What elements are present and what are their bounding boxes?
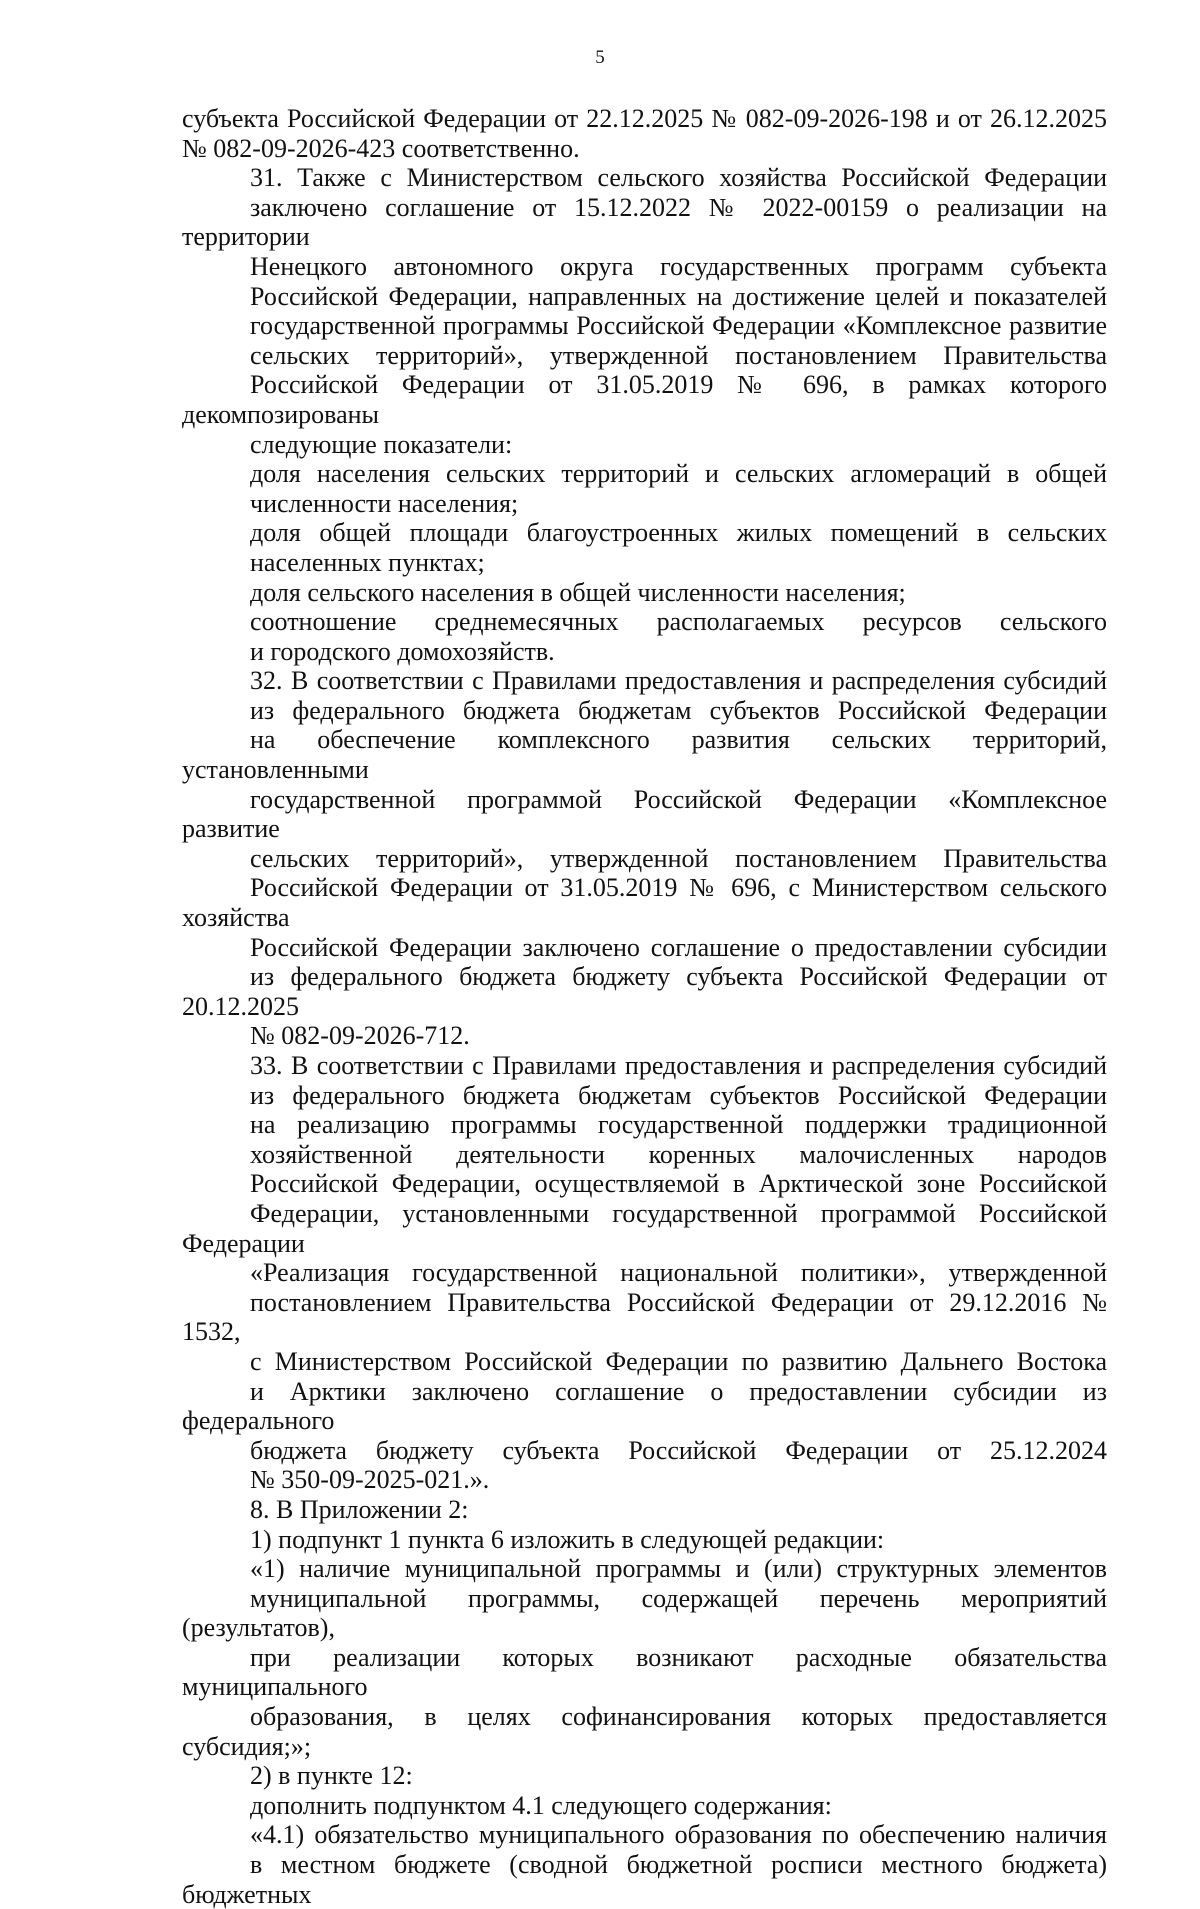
paragraph [182,518,1107,577]
text-line: и городского домохозяйств. [250,636,555,666]
paragraph [182,578,1107,608]
text-line: 31. Также с Министерством сельского хозяйства Российской Федерации [250,163,1107,193]
text-line: населенных пунктах; [250,547,485,577]
text-line: Российской Федерации, направленных на достижение целей и показателей [250,281,1107,311]
text-line: из федерального бюджета бюджету субъекта Российской Федерации от 20.12.2025 [182,962,1107,1021]
text-line: Российской Федерации от 31.05.2019 № 696, в рамках которого декомпозированы [182,370,1107,429]
text-line: № 082-09-2026-423 соответственно. [182,133,580,163]
text-line: государственной программы Российской Федерации «Комплексное развитие [250,311,1107,341]
text-line: № 350-09-2025-021.». [250,1465,490,1495]
paragraph [182,1761,1107,1791]
text-line: с Министерством Российской Федерации по развитию Дальнего Востока [250,1346,1107,1376]
text-line: бюджета бюджету субъекта Российской Федерации от 25.12.2024 [250,1435,1107,1465]
paragraph [182,459,1107,518]
text-line: 1) подпункт 1 пункта 6 изложить в следующей редакции: [250,1524,885,1554]
text-line: постановлением Правительства Российской Федерации от 29.12.2016 № 1532, [182,1287,1107,1347]
text-line: численности населения; [250,488,519,518]
text-line: сельских территорий», утвержденной постановлением Правительства [250,340,1107,370]
text-line: Российской Федерации, осуществляемой в Арктической зоне Российской [250,1169,1107,1199]
text-line: хозяйственной деятельности коренных малочисленных народов [250,1139,1107,1169]
text-line: соотношение среднемесячных располагаемых ресурсов сельского [250,607,1107,637]
paragraph [182,1051,1107,1495]
text-line: в местном бюджете (сводной бюджетной росписи местного бюджета) бюджетных [182,1850,1107,1909]
text-line: сельских территорий», утвержденной постановлением Правительства [250,843,1107,873]
text-line: на реализацию программы государственной поддержки традиционной [250,1110,1107,1140]
text-line: образования, в целях софинансирования которых предоставляется субсидия;»; [182,1702,1107,1761]
text-line: доля населения сельских территорий и сельских агломераций в общей [250,459,1107,489]
text-line: следующие показатели: [250,429,513,459]
text-line: доля сельского населения в общей численности населения; [250,577,906,607]
text-line: Федерации, установленными государственной программой Российской Федерации [182,1198,1107,1258]
text-line: при реализации которых возникают расходные обязательства муниципального [182,1642,1107,1702]
text-line: № 082-09-2026-712. [250,1021,470,1051]
text-line: «Реализация государственной национальной политики», утвержденной [250,1258,1107,1288]
paragraph [182,607,1107,666]
text-line: Российской Федерации от 31.05.2019 № 696, с Министерством сельского хозяйства [182,873,1107,933]
text-line: дополнить подпунктом 4.1 следующего содержания: [250,1790,832,1820]
paragraph [182,1525,1107,1555]
paragraph [182,1820,1107,1909]
text-line: муниципальной программы, содержащей перечень мероприятий (результатов), [182,1583,1107,1643]
text-line: субъекта Российской Федерации от 22.12.2025 № 082-09-2026-198 и от 26.12.2025 [182,104,1107,133]
text-line: Российской Федерации заключено соглашение о предоставлении субсидии [250,932,1107,962]
page-number: 5 [595,47,605,68]
text-line: государственной программой Российской Федерации «Комплексное развитие [182,784,1107,844]
text-line: Ненецкого автономного округа государственных программ субъекта [250,251,1107,281]
paragraph [182,163,1107,459]
paragraph [182,666,1107,1051]
text-line: заключено соглашение от 15.12.2022 № 2022-00159 о реализации на территории [182,192,1107,252]
text-line: 2) в пункте 12: [250,1761,413,1791]
paragraph [182,1554,1107,1761]
paragraph [182,1791,1107,1821]
text-line: доля общей площади благоустроенных жилых помещений в сельских [250,518,1107,548]
text-line: из федерального бюджета бюджетам субъектов Российской Федерации [250,1080,1107,1110]
text-line: и Арктики заключено соглашение о предоставлении субсидии из федерального [182,1376,1107,1436]
document-body [182,104,1107,1909]
text-line: из федерального бюджета бюджетам субъектов Российской Федерации [250,695,1107,725]
text-line: 8. В Приложении 2: [250,1494,469,1524]
text-line: 32. В соответствии с Правилами предоставления и распределения субсидий [250,666,1107,696]
paragraph [182,104,1107,163]
text-line: 33. В соответствии с Правилами предоставления и распределения субсидий [250,1051,1107,1080]
text-line: «4.1) обязательство муниципального образования по обеспечению наличия [250,1820,1107,1850]
text-line: «1) наличие муниципальной программы и (или) структурных элементов [250,1554,1107,1584]
paragraph [182,1495,1107,1525]
text-line: на обеспечение комплексного развития сельских территорий, установленными [182,725,1107,785]
